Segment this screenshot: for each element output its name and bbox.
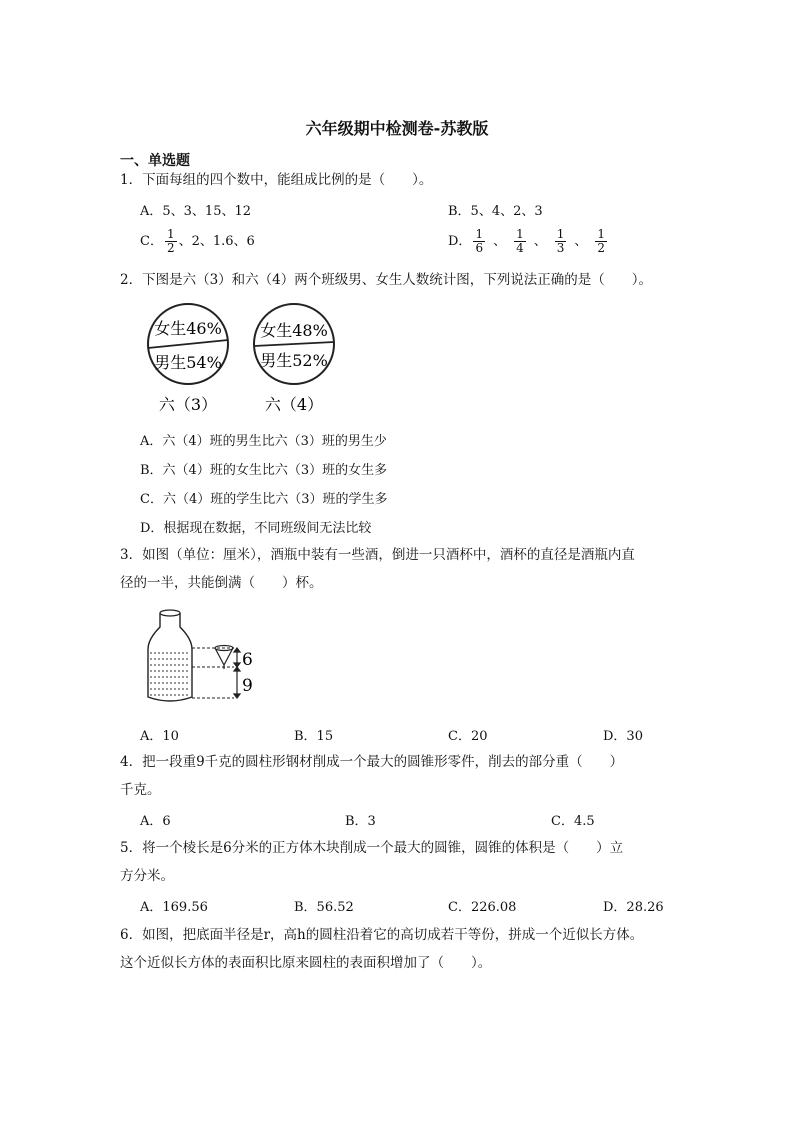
section-heading: 一、单选题 — [120, 153, 190, 169]
question-6-stem-line1: 6．如图，把底面半径是r，高h的圆柱沿着它的高切成若干等份，拼成一个近似长方体。 — [120, 927, 644, 943]
fraction — [165, 228, 177, 255]
question-5-option-c: C．226.08 — [448, 900, 517, 915]
class-gender-pie-figure — [140, 300, 350, 420]
question-1-option-c — [140, 228, 255, 255]
question-4-stem-line2: 千克。 — [120, 782, 161, 798]
cup-cone — [215, 646, 233, 670]
option-label: C． — [140, 234, 163, 249]
question-6-stem-line2: 这个近似长方体的表面积比原来圆柱的表面积增加了（ ）。 — [120, 955, 492, 971]
dimension-label-lower: 9 — [242, 676, 253, 696]
pie-class-3 — [148, 304, 228, 414]
pie-class-4-female-label: 女生48% — [260, 321, 328, 340]
fraction-denominator: 3 — [556, 241, 565, 255]
question-3-stem-line1: 3．如图（单位：厘米），酒瓶中装有一些酒，倒进一只酒杯中，酒杯的直径是酒瓶内直 — [120, 547, 635, 563]
fraction-denominator: 2 — [166, 241, 175, 255]
question-3-option-d: D．30 — [603, 729, 643, 744]
question-4-option-a: A．6 — [140, 814, 171, 829]
fraction-denominator: 6 — [475, 241, 484, 255]
separator: 、 — [574, 234, 588, 249]
question-1-option-b: B．5、4、2、3 — [448, 204, 543, 219]
fraction-numerator: 1 — [556, 227, 565, 241]
fraction-numerator: 1 — [597, 227, 606, 241]
fraction-numerator: 1 — [516, 227, 524, 241]
pie-class-3-male-label: 男生54% — [154, 353, 222, 372]
question-3-option-b: B．15 — [294, 729, 334, 744]
question-5-option-a: A．169.56 — [140, 900, 208, 915]
question-5-option-d: D．28.26 — [603, 900, 664, 915]
question-1-stem: 1．下面每组的四个数中，能组成比例的是（ ）。 — [120, 172, 433, 188]
option-rest: 、2、1.6、6 — [178, 234, 255, 249]
pie-class-4-caption: 六（4） — [264, 395, 324, 414]
question-3-stem-line2: 径的一半，共能倒满（ ）杯。 — [120, 575, 323, 591]
fraction — [514, 228, 526, 255]
fraction-numerator: 1 — [166, 227, 175, 241]
pie-class-3-caption: 六（3） — [158, 395, 218, 414]
question-1-option-a: A．5、3、15、12 — [140, 204, 252, 219]
separator: 、 — [493, 234, 507, 249]
pie-class-3-female-label: 女生46% — [154, 319, 222, 338]
fraction — [595, 228, 607, 255]
separator: 、 — [533, 234, 547, 249]
question-2-option-a: A．六（4）班的男生比六（3）班的男生少 — [140, 434, 387, 449]
question-4-option-c: C．4.5 — [551, 814, 595, 829]
bottle-and-cup-figure — [138, 605, 268, 710]
dimension-arrows — [234, 648, 240, 698]
bottle — [148, 610, 192, 701]
page-title: 六年级期中检测卷-苏教版 — [305, 119, 489, 138]
question-2-option-d: D．根据现在数据，不同班级间无法比较 — [140, 521, 372, 536]
fraction-numerator: 1 — [475, 227, 484, 241]
question-2-stem: 2．下图是六（3）和六（4）两个班级男、女生人数统计图，下列说法正确的是（ ）。 — [120, 272, 653, 288]
question-3-option-a: A．10 — [140, 729, 179, 744]
dimension-label-upper: 6 — [242, 650, 253, 670]
question-3-option-c: C．20 — [448, 729, 488, 744]
fraction — [473, 228, 485, 255]
question-4-stem-line1: 4．把一段重9千克的圆柱形钢材削成一个最大的圆锥形零件，削去的部分重（ ） — [120, 754, 624, 770]
height-guides — [192, 648, 234, 698]
option-label: D． — [448, 234, 472, 249]
question-2-option-c: C．六（4）班的学生比六（3）班的学生多 — [140, 492, 388, 507]
fraction-denominator: 2 — [597, 241, 606, 255]
fraction-denominator: 4 — [516, 241, 524, 255]
question-4-option-b: B．3 — [345, 814, 376, 829]
question-1-option-d — [448, 228, 609, 255]
question-5-stem-line2: 方分米。 — [120, 868, 174, 884]
question-5-stem-line1: 5．将一个棱长是6分米的正方体木块削成一个最大的圆锥，圆锥的体积是（ ）立 — [120, 840, 624, 856]
fraction — [555, 228, 567, 255]
question-2-option-b: B．六（4）班的女生比六（3）班的女生多 — [140, 463, 388, 478]
question-5-option-b: B．56.52 — [294, 900, 354, 915]
pie-class-4 — [254, 304, 334, 414]
pie-class-4-male-label: 男生52% — [260, 351, 328, 370]
